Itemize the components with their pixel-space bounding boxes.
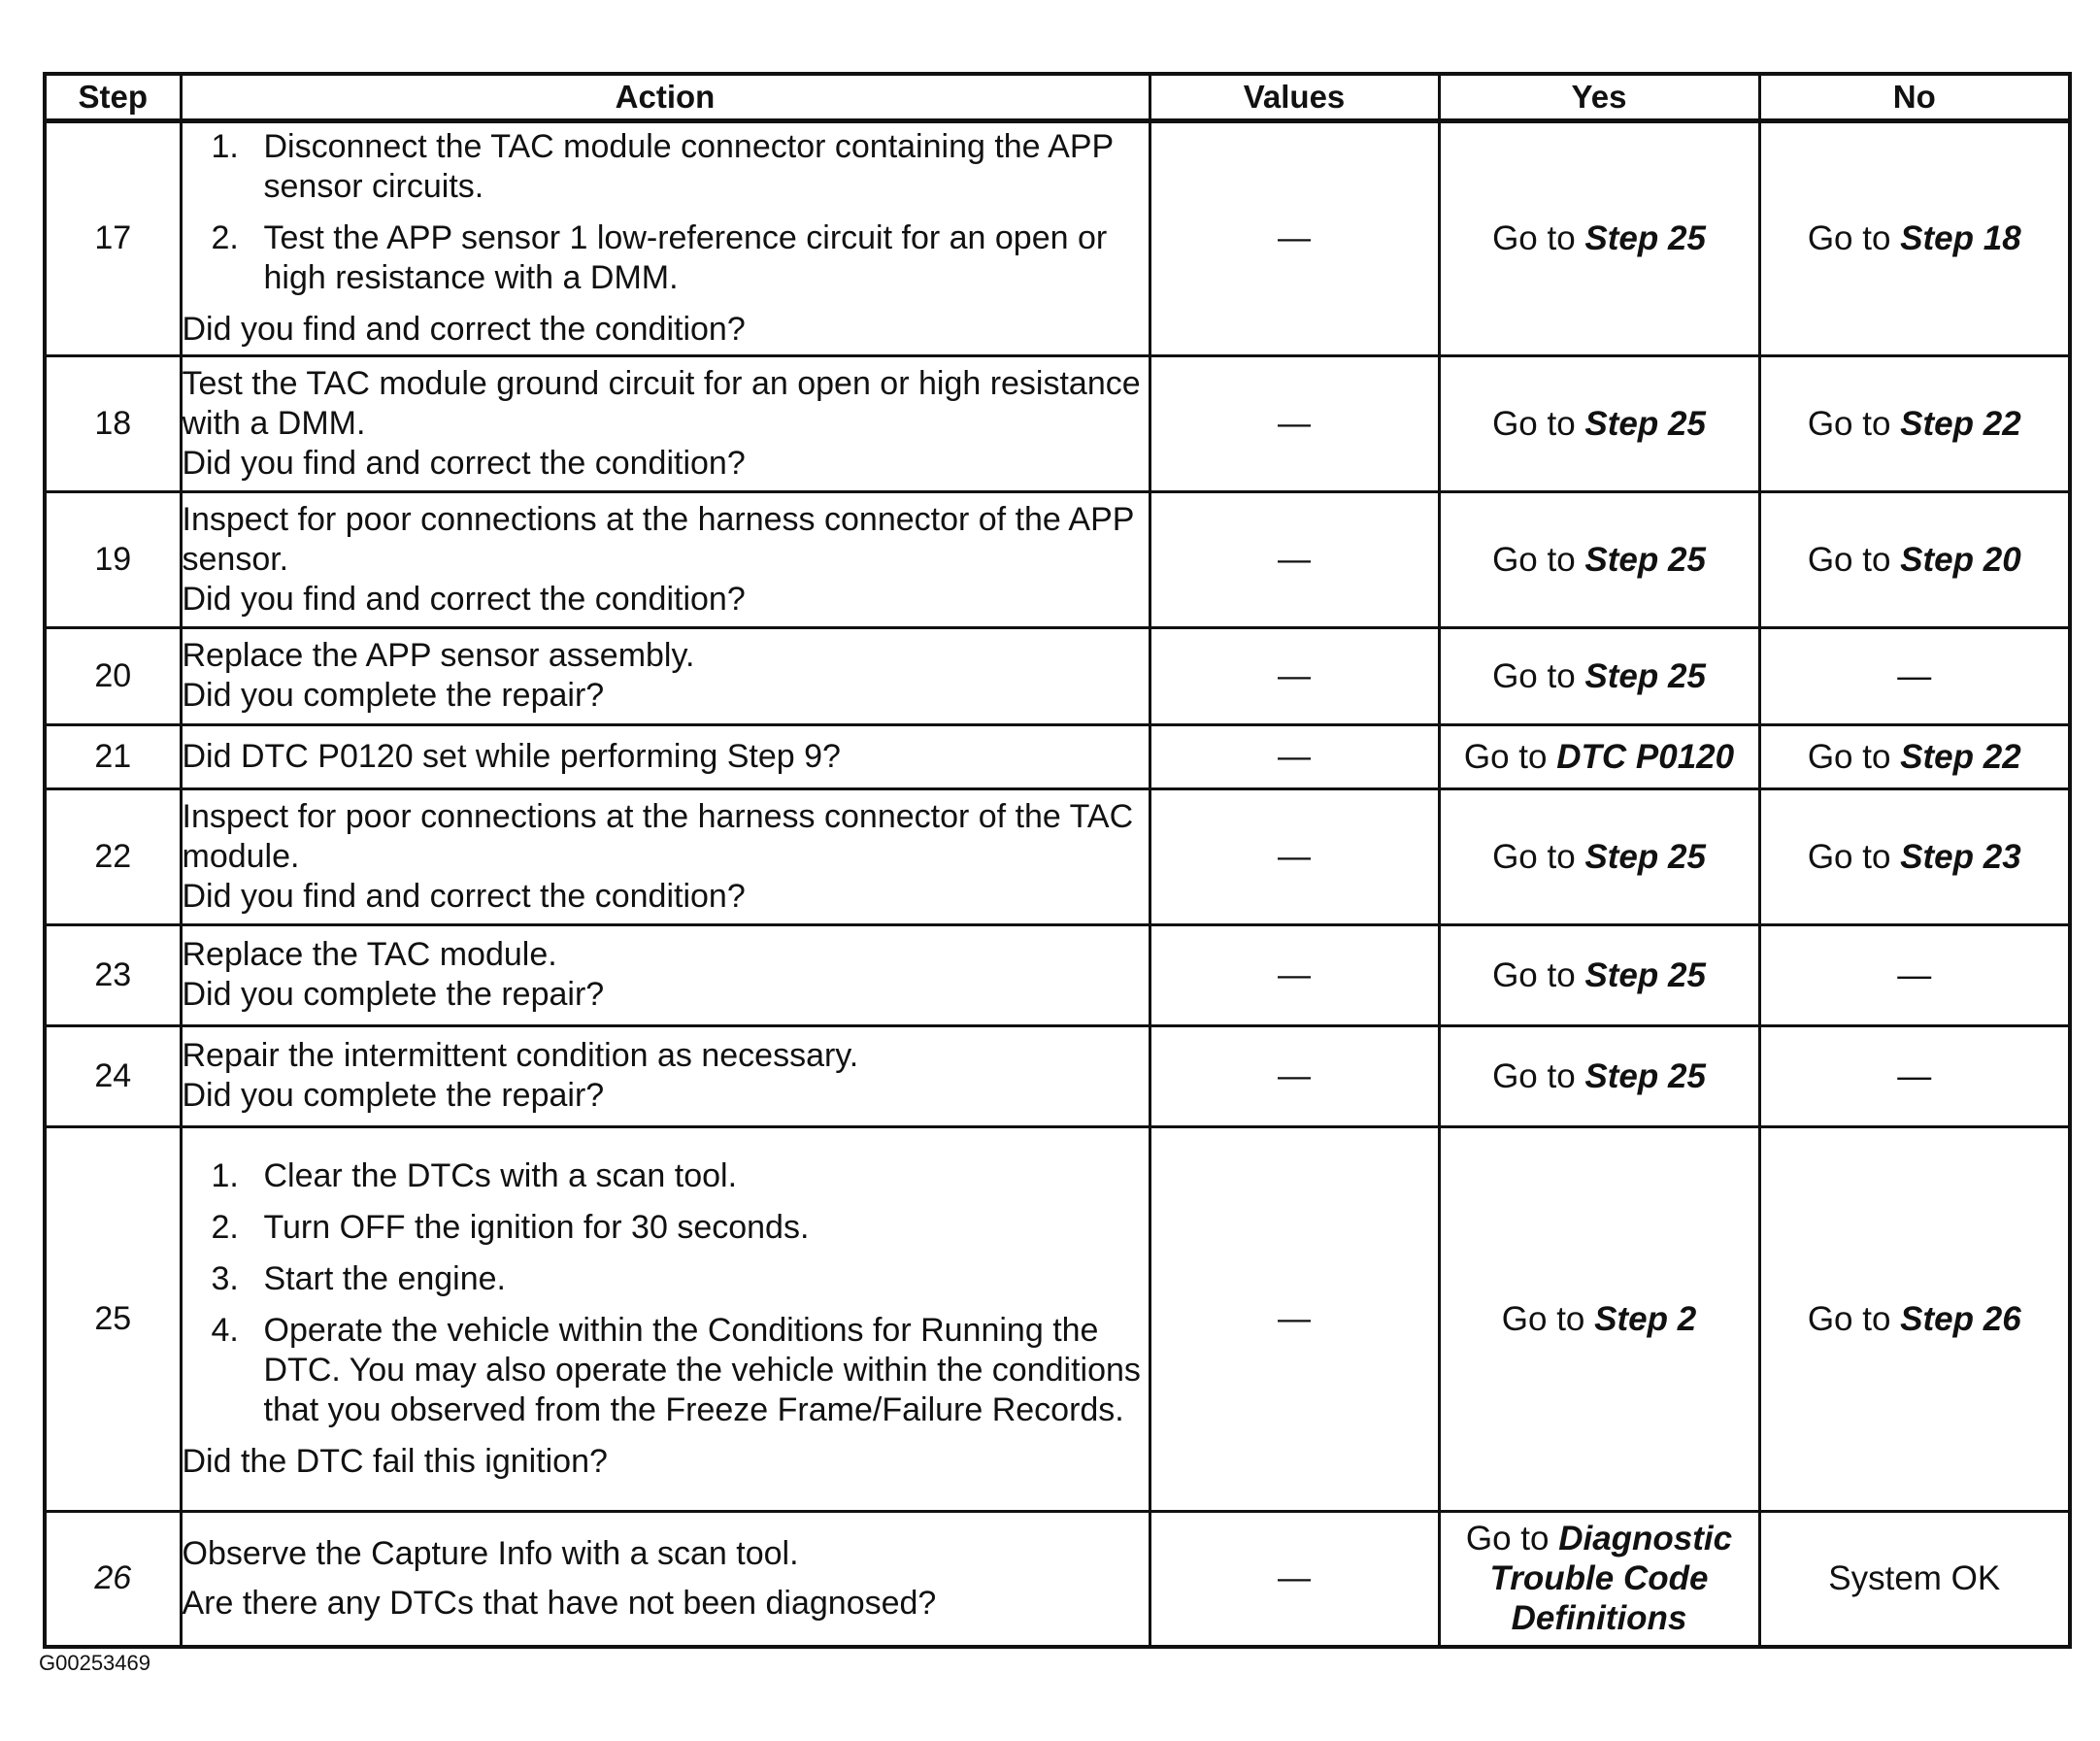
diagnostic-table [43,72,2072,1649]
action-step-item [183,1311,1149,1430]
goto-target-link[interactable]: Step 25 [1584,656,1706,695]
step-number: 17 [45,120,181,355]
values-cell: — [1150,924,1439,1025]
goto-target-link[interactable]: Step 25 [1584,837,1706,876]
action-step-number: 1. [211,1156,239,1194]
action-question: Did you find and correct the condition? [182,580,746,618]
goto-prefix: Go to [1807,837,1891,876]
table-row [45,355,2070,491]
goto-prefix: Go to [1807,540,1891,579]
action-cell [181,1511,1150,1647]
header-yes: Yes [1439,74,1759,120]
goto-prefix: Go to [1492,955,1576,994]
values-cell: — [1150,355,1439,491]
action-question: Are there any DTCs that have not been diagnosed? [182,1584,937,1622]
action-step-list [183,127,1149,298]
no-cell [1759,1511,2070,1647]
no-cell [1759,120,2070,355]
step-number: 21 [45,724,181,788]
action-text: Inspect for poor connections at the harness connector of the APP sensor. [182,500,1134,578]
values-cell: — [1150,627,1439,724]
no-cell [1759,788,2070,924]
no-cell [1759,627,2070,724]
goto-prefix: Go to [1807,1299,1891,1338]
no-cell [1759,491,2070,627]
action-cell [181,1025,1150,1126]
yes-cell [1439,491,1759,627]
yes-cell [1439,1126,1759,1511]
action-question: Did you find and correct the condition? [182,444,746,482]
yes-cell [1439,1511,1759,1647]
goto-prefix: Go to [1492,219,1576,257]
values-cell: — [1150,1126,1439,1511]
action-text: Repair the intermittent condition as necessary. [182,1037,859,1074]
no-result-text: System OK [1828,1559,2001,1598]
action-step-number: 4. [211,1311,239,1349]
values-cell: — [1150,491,1439,627]
table-row [45,1126,2070,1511]
action-step-number: 2. [211,219,239,256]
action-question: Did you complete the repair? [182,976,605,1013]
table-body [45,120,2070,1647]
goto-target-link[interactable]: Step 25 [1584,540,1706,579]
action-step-text: Turn OFF the ignition for 30 seconds. [263,1208,810,1246]
goto-prefix: Go to [1492,837,1576,876]
goto-prefix: Go to [1807,737,1891,776]
action-step-number: 3. [211,1259,239,1297]
values-cell: — [1150,724,1439,788]
action-question: Did you find and correct the condition? [182,311,746,348]
goto-target-link[interactable]: DTC P0120 [1556,737,1735,776]
goto-prefix: Go to [1501,1299,1585,1338]
action-step-text: Test the APP sensor 1 low-reference circuit for an open or high resistance with a DMM. [263,219,1108,296]
header-values: Values [1150,74,1439,120]
table-row [45,724,2070,788]
action-cell [181,355,1150,491]
goto-target-link[interactable]: Step 22 [1900,737,2021,776]
no-cell [1759,1025,2070,1126]
figure-id: G00253469 [39,1651,150,1675]
action-step-item [183,218,1149,298]
goto-target-link[interactable]: Step 25 [1584,219,1706,257]
goto-target-link[interactable]: Step 25 [1584,404,1706,443]
step-number: 22 [45,788,181,924]
goto-prefix: Go to [1465,1520,1550,1558]
step-number: 26 [45,1511,181,1647]
action-text: Replace the TAC module. [182,936,557,973]
action-step-item [183,1208,1149,1248]
action-question: Did the DTC fail this ignition? [182,1442,608,1480]
no-cell [1759,724,2070,788]
table-header-row [45,74,2070,120]
goto-target-link[interactable]: Step 18 [1900,219,2021,257]
no-cell [1759,355,2070,491]
table-row [45,1511,2070,1647]
goto-prefix: Go to [1492,656,1576,695]
no-result-text: — [1897,656,1932,695]
action-question: Did you complete the repair? [182,677,605,714]
action-text: Test the TAC module ground circuit for an open or high resistance with a DMM. [182,364,1141,442]
goto-target-link[interactable]: Step 26 [1900,1299,2021,1338]
action-text: Inspect for poor connections at the harness connector of the TAC module. [182,797,1134,875]
action-step-text: Start the engine. [263,1259,507,1297]
table-row [45,788,2070,924]
action-step-text: Operate the vehicle within the Conditions for Running the DTC. You may also operate the vehicle within the conditions that you observed from the Freeze Frame/Failure Records. [263,1311,1141,1428]
no-cell [1759,1126,2070,1511]
action-step-item [183,1156,1149,1196]
goto-target-link[interactable]: Step 25 [1584,1056,1706,1095]
action-step-number: 1. [211,128,239,165]
action-cell [181,788,1150,924]
values-cell: — [1150,120,1439,355]
goto-target-link[interactable]: Step 22 [1900,404,2021,443]
goto-target-link[interactable]: Step 25 [1584,955,1706,994]
goto-target-link[interactable]: Diagnostic Trouble Code Definitions [1489,1520,1733,1638]
goto-prefix: Go to [1492,540,1576,579]
step-number: 19 [45,491,181,627]
goto-target-link[interactable]: Step 2 [1594,1299,1697,1338]
action-cell [181,491,1150,627]
goto-prefix: Go to [1807,404,1891,443]
yes-cell [1439,627,1759,724]
values-cell: — [1150,788,1439,924]
yes-cell [1439,788,1759,924]
goto-target-link[interactable]: Step 20 [1900,540,2021,579]
step-number: 20 [45,627,181,724]
action-step-text: Clear the DTCs with a scan tool. [263,1156,738,1194]
table-row [45,627,2070,724]
step-number: 23 [45,924,181,1025]
action-question: Did you find and correct the condition? [182,877,746,915]
action-step-item [183,1259,1149,1299]
step-number: 18 [45,355,181,491]
yes-cell [1439,724,1759,788]
goto-prefix: Go to [1463,737,1548,776]
action-question: Did you complete the repair? [182,1077,605,1114]
yes-cell [1439,120,1759,355]
action-step-number: 2. [211,1208,239,1246]
action-cell [181,924,1150,1025]
values-cell: — [1150,1025,1439,1126]
table-row [45,120,2070,355]
action-text: Observe the Capture Info with a scan tool. [182,1534,799,1572]
yes-cell [1439,1025,1759,1126]
action-cell [181,627,1150,724]
goto-prefix: Go to [1492,404,1576,443]
action-text: Replace the APP sensor assembly. [182,637,695,674]
action-cell [181,724,1150,788]
yes-cell [1439,355,1759,491]
table-row [45,1025,2070,1126]
header-step: Step [45,74,181,120]
header-action: Action [181,74,1150,120]
diagnostic-table-sheet [43,72,2068,1649]
table-row [45,924,2070,1025]
no-cell [1759,924,2070,1025]
action-step-text: Disconnect the TAC module connector containing the APP sensor circuits. [263,128,1114,205]
yes-cell [1439,924,1759,1025]
goto-prefix: Go to [1492,1056,1576,1095]
table-row [45,491,2070,627]
step-number: 24 [45,1025,181,1126]
values-cell: — [1150,1511,1439,1647]
step-number: 25 [45,1126,181,1511]
action-cell [181,1126,1150,1511]
no-result-text: — [1897,1056,1932,1095]
header-no: No [1759,74,2070,120]
goto-target-link[interactable]: Step 23 [1900,837,2021,876]
action-step-list [183,1156,1149,1430]
goto-prefix: Go to [1807,219,1891,257]
action-cell [181,120,1150,355]
action-step-item [183,127,1149,207]
action-text: Did DTC P0120 set while performing Step 9? [182,737,841,775]
no-result-text: — [1897,955,1932,994]
